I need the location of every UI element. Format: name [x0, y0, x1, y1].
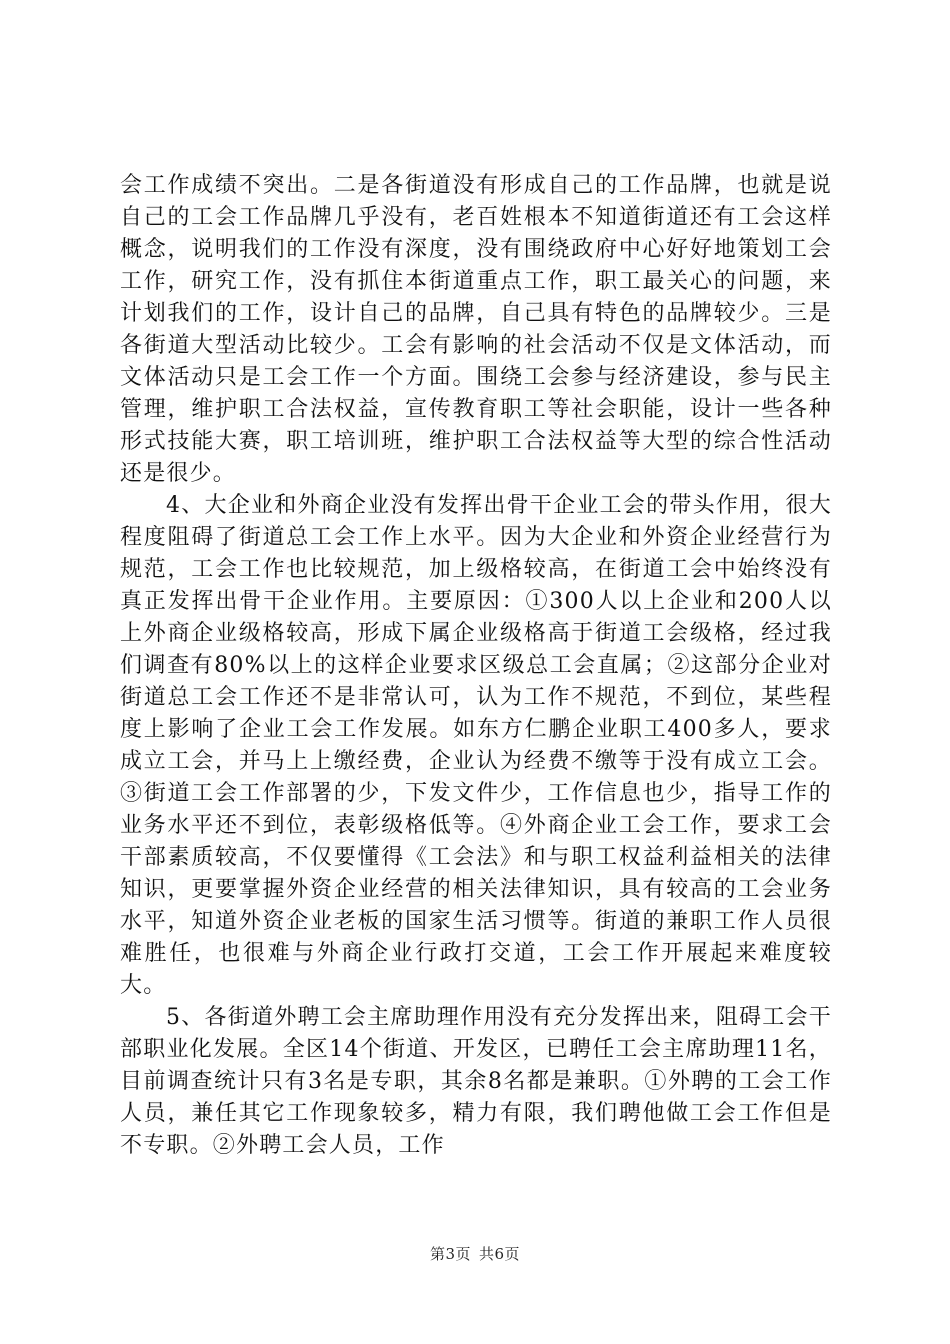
page-number: 第3页 [429, 1245, 471, 1263]
page-footer [0, 1243, 950, 1264]
paragraph-continuation: 会工作成绩不突出。二是各街道没有形成自己的工作品牌，也就是说自己的工会工作品牌几乎没有，老百姓根本不知道街道还有工会这样概念，说明我们的工作没有深度，没有围绕政府中心好好地策划工会工作，研究工作，没有抓住本街道重点工作，职工最关心的问题，来计划我们的工作，设计自己的品牌，自己具有特色的品牌较少。三是各街道大型活动比较少。工会有影响的社会活动不仅是文体活动，而文体活动只是工会工作一个方面。围绕工会参与经济建设，参与民主管理，维护职工合法权益，宣传教育职工等社会职能，设计一些各种形式技能大赛，职工培训班，维护职工合法权益等大型的综合性活动还是很少。 [120, 173, 832, 486]
paragraph-item-5: 5、各街道外聘工会主席助理作用没有充分发挥出来，阻碍工会干部职业化发展。全区14个街道、开发区，已聘任工会主席助理11名，目前调查统计只有3名是专职，其余8名都是兼职。①外聘的工会工作人员，兼任其它工作现象较多，精力有限，我们聘他做工会工作但是不专职。②外聘工会人员，工作 [120, 1005, 832, 1158]
page-total: 共6页 [479, 1245, 521, 1263]
document-body [120, 170, 832, 1162]
paragraph-item-4: 4、大企业和外商企业没有发挥出骨干企业工会的带头作用，很大程度阻碍了街道总工会工作上水平。因为大企业和外资企业经营行为规范，工会工作也比较规范，加上级格较高，在街道工会中始终没有真正发挥出骨干企业作用。主要原因：①300人以上企业和200人以上外商企业级格较高，形成下属企业级格高于街道工会级格，经过我们调查有80%以上的这样企业要求区级总工会直属；②这部分企业对街道总工会工作还不是非常认可，认为工作不规范，不到位，某些程度上影响了企业工会工作发展。如东方仁鹏企业职工400多人，要求成立工会，并马上上缴经费，企业认为经费不缴等于没有成立工会。③街道工会工作部署的少，下发文件少，工作信息也少，指导工作的业务水平还不到位，表彰级格低等。④外商企业工会工作，要求工会干部素质较高，不仅要懂得《工会法》和与职工权益利益相关的法律知识，更要掌握外资企业经营的相关法律知识，具有较高的工会业务水平，知道外资企业老板的国家生活习惯等。街道的兼职工作人员很难胜任，也很难与外商企业行政打交道，工会工作开展起来难度较大。 [120, 493, 832, 998]
